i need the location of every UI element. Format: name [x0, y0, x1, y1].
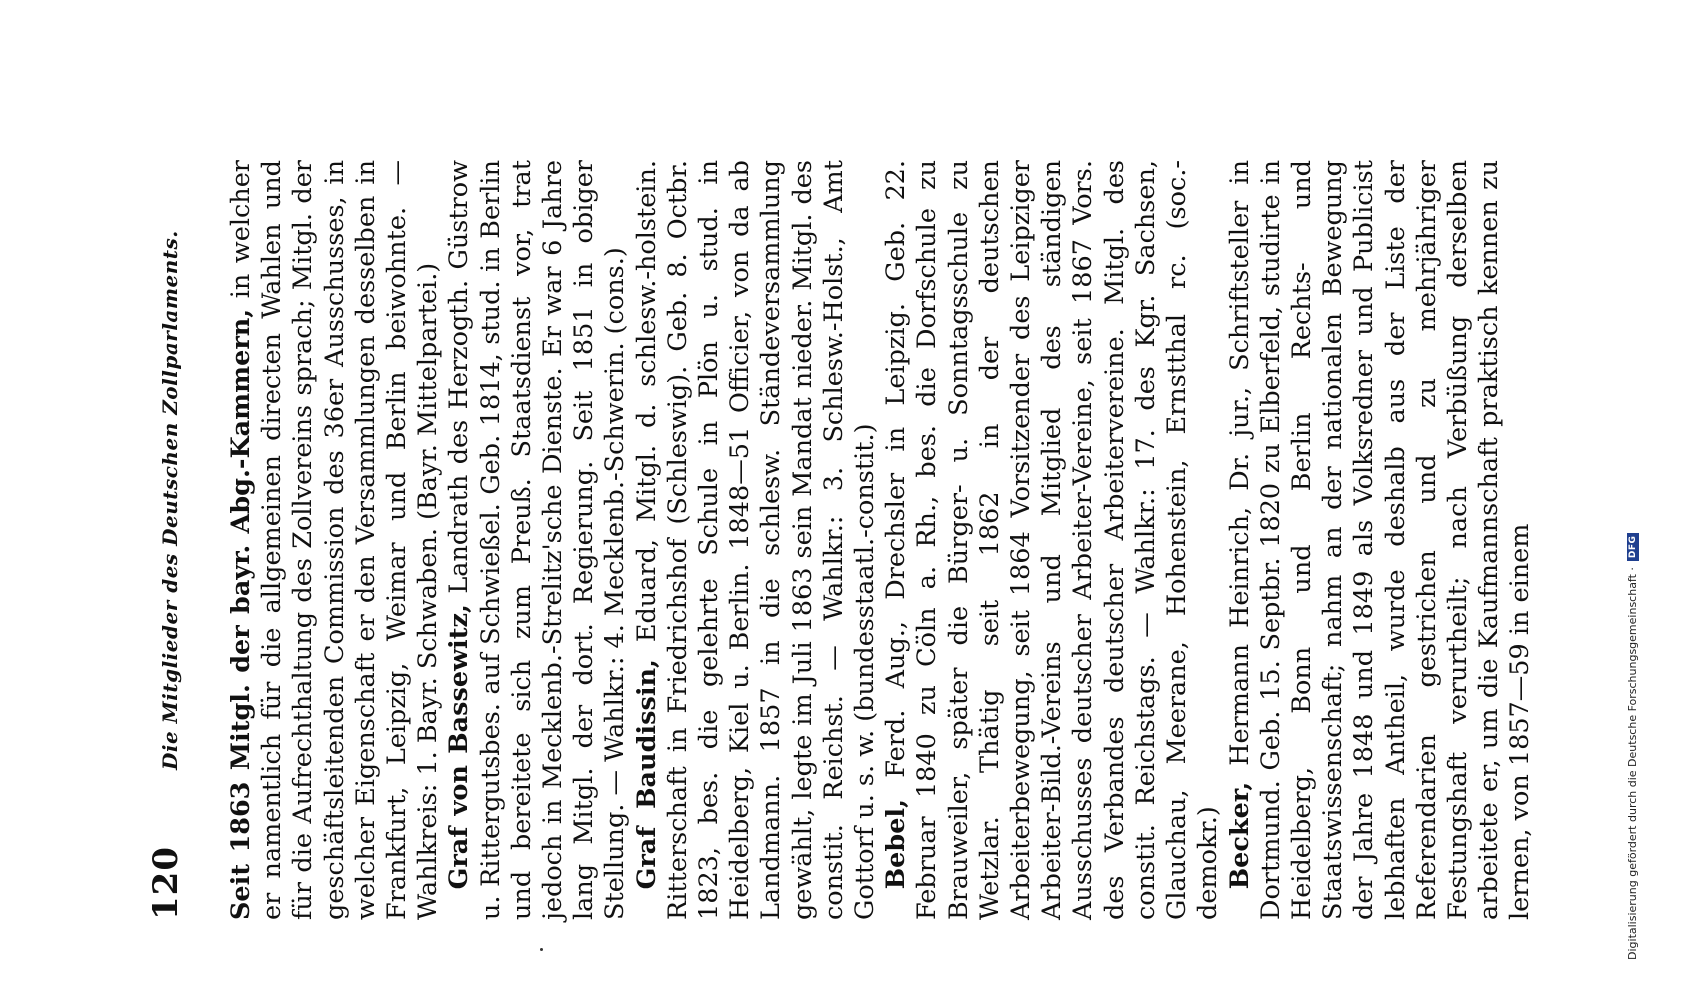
running-head: [146, 160, 202, 920]
entry-baudissin: [632, 160, 882, 920]
paragraph-text: in welcher er namentlich für die allgemeinen directen Wahlen und für die Aufrechthaltung des Zollvereins sprach; Mitgl. der geschäftsleitenden Commission des 36er Ausschusses, in welcher Eigenschaft er den Versammlungen desselben in Frankfurt, Leipzig, Weimar und Berlin beiwohnte. — Wahlkreis: 1. Bayr. Schwaben. (Bayr. Mittelpartei.): [226, 160, 444, 920]
entry-text: Hermann Heinrich, Dr. jur., Schriftsteller in Dortmund. Geb. 15. Septbr. 1820 zu Elberfeld, studirte in Heidelberg, Bonn und Berlin Rechts- und Staatswissenschaft; nahm an der nationalen Bewegung der Jahre 1848 und 1849 als Volksredner und Publicist lebhaften Antheil, wurde deshalb aus der Liste der Referendarien gestrichen und zu mehrjähriger Festungshaft verurtheilt; nach Verbüßung derselben arbeitete er, um die Kaufmannschaft praktisch kennen zu lernen, von 1857—59 in einem: [1224, 160, 1536, 920]
entry-bassewitz: [444, 160, 631, 920]
entry-name: Graf Baudissin,: [631, 659, 662, 890]
entry-name: Graf von Bassewitz,: [444, 604, 475, 890]
paragraph-lead: Seit 1863 Mitgl. der bayr. Abg.-Kammern,: [226, 308, 256, 920]
running-title: Die Mitglieder des Deutschen Zollparlaments.: [158, 230, 182, 770]
entry-text: Landrath des Herzogth. Güstrow u. Rittergutsbes. auf Schwießel. Geb. 1814, stud. in Berlin und bereitete sich zum Preuß. Staatsdienst vor, trat jedoch in Mecklenb.-Strelitz'sche Dienste. Er war 6 Jahre lang Mitgl. der dort. Regierung. Seit 1851 in obiger Stellung. — Wahlkr.: 4. Mecklenb.-Schwerin. (cons.): [444, 160, 631, 920]
body-text: [226, 160, 1537, 920]
entry-becker: [1225, 160, 1537, 920]
dfg-logo: DFG: [1627, 533, 1639, 562]
credit-text: Digitalisierung gefördert durch die Deutsche Forschungsgemeinschaft ·: [1626, 567, 1639, 960]
entry-text: Ferd. Aug., Drechsler in Leipzig. Geb. 22. Februar 1840 zu Cöln a. Rh., bes. die Dorfschule zu Brauweiler, später die Bürger- u. Sonntagsschule zu Wetzlar. Thätig seit 1862 in der deutschen Arbeiterbewegung, seit 1864 Vorsitzender des Leipziger Arbeiter-Bild.-Vereins und Mitglied des ständigen Ausschusses deutscher Arbeiter-Vereine, seit 1867 Vors. des Verbandes deutscher Arbeitervereine. Mitgl. des constit. Reichstags. — Wahlkr.: 17. des Kgr. Sachsen, Glauchau, Meerane, Hohenstein, Ernstthal rc. (soc.-demokr.): [881, 160, 1224, 920]
digitization-credit: [1626, 60, 1639, 960]
entry-name: Becker,: [1224, 781, 1255, 890]
entry-name: Bebel,: [881, 799, 912, 890]
entry-bebel: [881, 160, 1224, 920]
page-number: 120: [146, 846, 186, 920]
book-page: [128, 140, 1558, 940]
paragraph-1: [226, 160, 444, 920]
entry-text: Eduard, Mitgl. d. schlesw.-holstein. Ritterschaft in Friedrichshof (Schleswig). Geb. 8. Octbr. 1823, bes. die gelehrte Schule in Plön u. stud. in Heidelberg, Kiel u. Berlin. 1848—51 Officier, von da ab Landmann. 1857 in die schlesw. Ständeversammlung gewählt, legte im Juli 1863 sein Mandat nieder. Mitgl. des constit. Reichst. — Wahlkr.: 3. Schlesw.-Holst., Amt Gottorf u. s. w. (bundesstaatl.-constit.): [631, 160, 881, 920]
scan-speck: [540, 948, 543, 951]
